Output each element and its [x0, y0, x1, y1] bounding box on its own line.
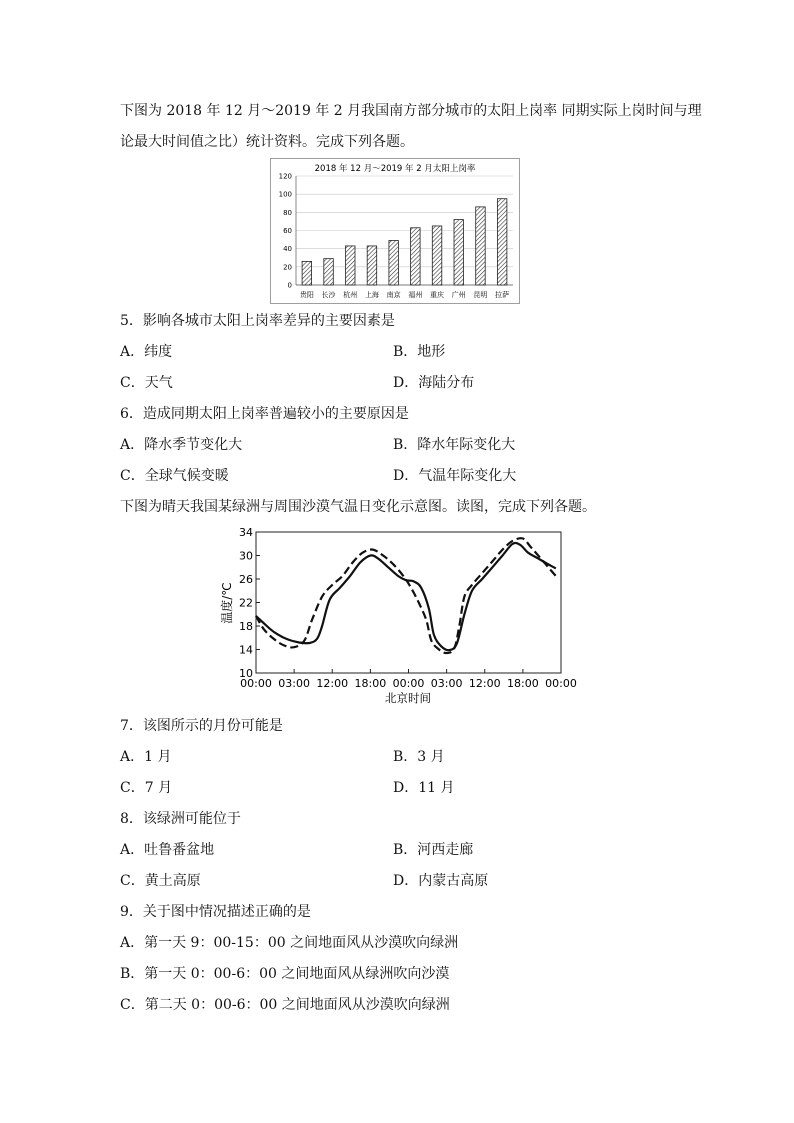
q8-option-d[interactable]: D．内蒙古高原: [393, 873, 489, 889]
line-ytick-label: 26: [239, 573, 253, 586]
bar-ytick-label: 20: [283, 263, 292, 272]
desert-temperature-line: [256, 538, 556, 653]
bar-ytick-label: 0: [287, 281, 292, 290]
q9-option-a[interactable]: A．第一天 9：00-15：00 之间地面风从沙漠吹向绿洲: [120, 935, 459, 951]
line-xtick-label: 18:00: [354, 677, 387, 690]
bar-南京: [389, 240, 399, 285]
line-xtick-label: 03:00: [430, 677, 463, 690]
q7-option-a[interactable]: A．1 月: [120, 749, 172, 765]
bar-上海: [367, 246, 377, 285]
chart-title: 2018 年 12 月～2019 年 2 月太阳上岗率: [314, 164, 476, 174]
q7-option-c[interactable]: C．7 月: [120, 780, 173, 796]
line-xtick-label: 03:00: [278, 677, 310, 690]
q5-option-c[interactable]: C．天气: [120, 375, 173, 391]
bar-长沙: [324, 259, 334, 285]
intro-line-1: 下图为 2018 年 12 月～2019 年 2 月我国南方部分城市的太阳上岗率 同期实际上岗时间与理: [120, 103, 702, 119]
line-ytick-label: 14: [239, 643, 253, 657]
q8-stem: 8．该绿洲可能位于: [120, 811, 241, 827]
bar-ytick-label: 60: [283, 227, 292, 235]
bar-ytick-label: 100: [278, 190, 292, 199]
line-xtick-label: 00:00: [545, 677, 577, 690]
q6-option-a[interactable]: A．降水季节变化大: [120, 437, 243, 453]
line-ytick-label: 34: [239, 526, 253, 539]
bar-xtick-label: 杭州: [343, 291, 358, 299]
bar-xtick-label: 上海: [364, 291, 379, 299]
line-chart-frame: [256, 532, 561, 673]
bar-xtick-label: 南京: [386, 291, 401, 299]
bar-xtick-label: 昆明: [473, 291, 488, 299]
intro-line-2: 论最大时间值之比）统计资料。完成下列各题。: [120, 134, 414, 150]
q6-stem: 6．造成同期太阳上岗率普遍较小的主要原因是: [120, 406, 409, 422]
line-ytick-label: 18: [239, 620, 253, 633]
bar-广州: [454, 220, 464, 285]
bar-ytick-label: 120: [278, 172, 292, 181]
q8-option-c[interactable]: C．黄土高原: [120, 873, 201, 889]
q6-option-d[interactable]: D．气温年际变化大: [393, 468, 517, 484]
line-ytick-label: 10: [239, 667, 253, 680]
bar-ytick-label: 80: [283, 208, 292, 217]
line-xtick-label: 00:00: [240, 677, 272, 690]
q8-option-a[interactable]: A．吐鲁番盆地: [120, 842, 215, 858]
line-chart-xlabel: 北京时间: [385, 691, 431, 705]
bar-贵阳: [302, 261, 312, 285]
line-xtick-label: 12:00: [316, 677, 349, 690]
line-ytick-label: 30: [239, 549, 253, 563]
temperature-line-chart: [215, 526, 580, 708]
q7-option-b[interactable]: B．3 月: [393, 749, 445, 765]
bar-福州: [411, 228, 421, 285]
q7-stem: 7．该图所示的月份可能是: [120, 718, 283, 734]
bar-xtick-label: 广州: [451, 291, 466, 299]
line-xtick-label: 18:00: [507, 677, 539, 690]
q8-option-b[interactable]: B．河西走廊: [393, 842, 474, 858]
sunshine-rate-bar-chart: [270, 158, 520, 304]
q7-option-d[interactable]: D．11 月: [393, 780, 455, 796]
line-xtick-label: 12:00: [468, 677, 501, 690]
q5-option-d[interactable]: D．海陆分布: [393, 375, 475, 391]
q5-option-b[interactable]: B．地形: [393, 344, 446, 360]
q6-option-c[interactable]: C．全球气候变暖: [120, 468, 229, 484]
q6-option-b[interactable]: B．降水年际变化大: [393, 437, 516, 453]
bar-xtick-label: 重庆: [430, 291, 445, 299]
bar-拉萨: [497, 199, 507, 285]
oasis-temperature-line: [256, 543, 556, 650]
intro-2: 下图为晴天我国某绿洲与周围沙漠气温日变化示意图。读图，完成下列各题。: [120, 499, 596, 515]
line-chart-ylabel: 温度/℃: [220, 582, 234, 624]
q9-stem: 9．关于图中情况描述正确的是: [120, 904, 311, 920]
bar-xtick-label: 拉萨: [495, 291, 510, 299]
bar-杭州: [346, 246, 356, 285]
line-xtick-label: 00:00: [392, 677, 425, 690]
line-ytick-label: 22: [239, 596, 253, 610]
bar-xtick-label: 长沙: [321, 291, 336, 299]
bar-xtick-label: 贵阳: [299, 291, 314, 299]
q9-option-c[interactable]: C．第二天 0：00-6：00 之间地面风从沙漠吹向绿洲: [120, 997, 450, 1013]
q9-option-b[interactable]: B．第一天 0：00-6：00 之间地面风从绿洲吹向沙漠: [120, 966, 450, 982]
bar-重庆: [432, 226, 442, 285]
bar-昆明: [476, 207, 486, 285]
q5-stem: 5．影响各城市太阳上岗率差异的主要因素是: [120, 313, 395, 329]
bar-ytick-label: 40: [283, 245, 292, 254]
q5-option-a[interactable]: A．纬度: [120, 344, 173, 360]
bar-xtick-label: 福州: [408, 291, 423, 299]
